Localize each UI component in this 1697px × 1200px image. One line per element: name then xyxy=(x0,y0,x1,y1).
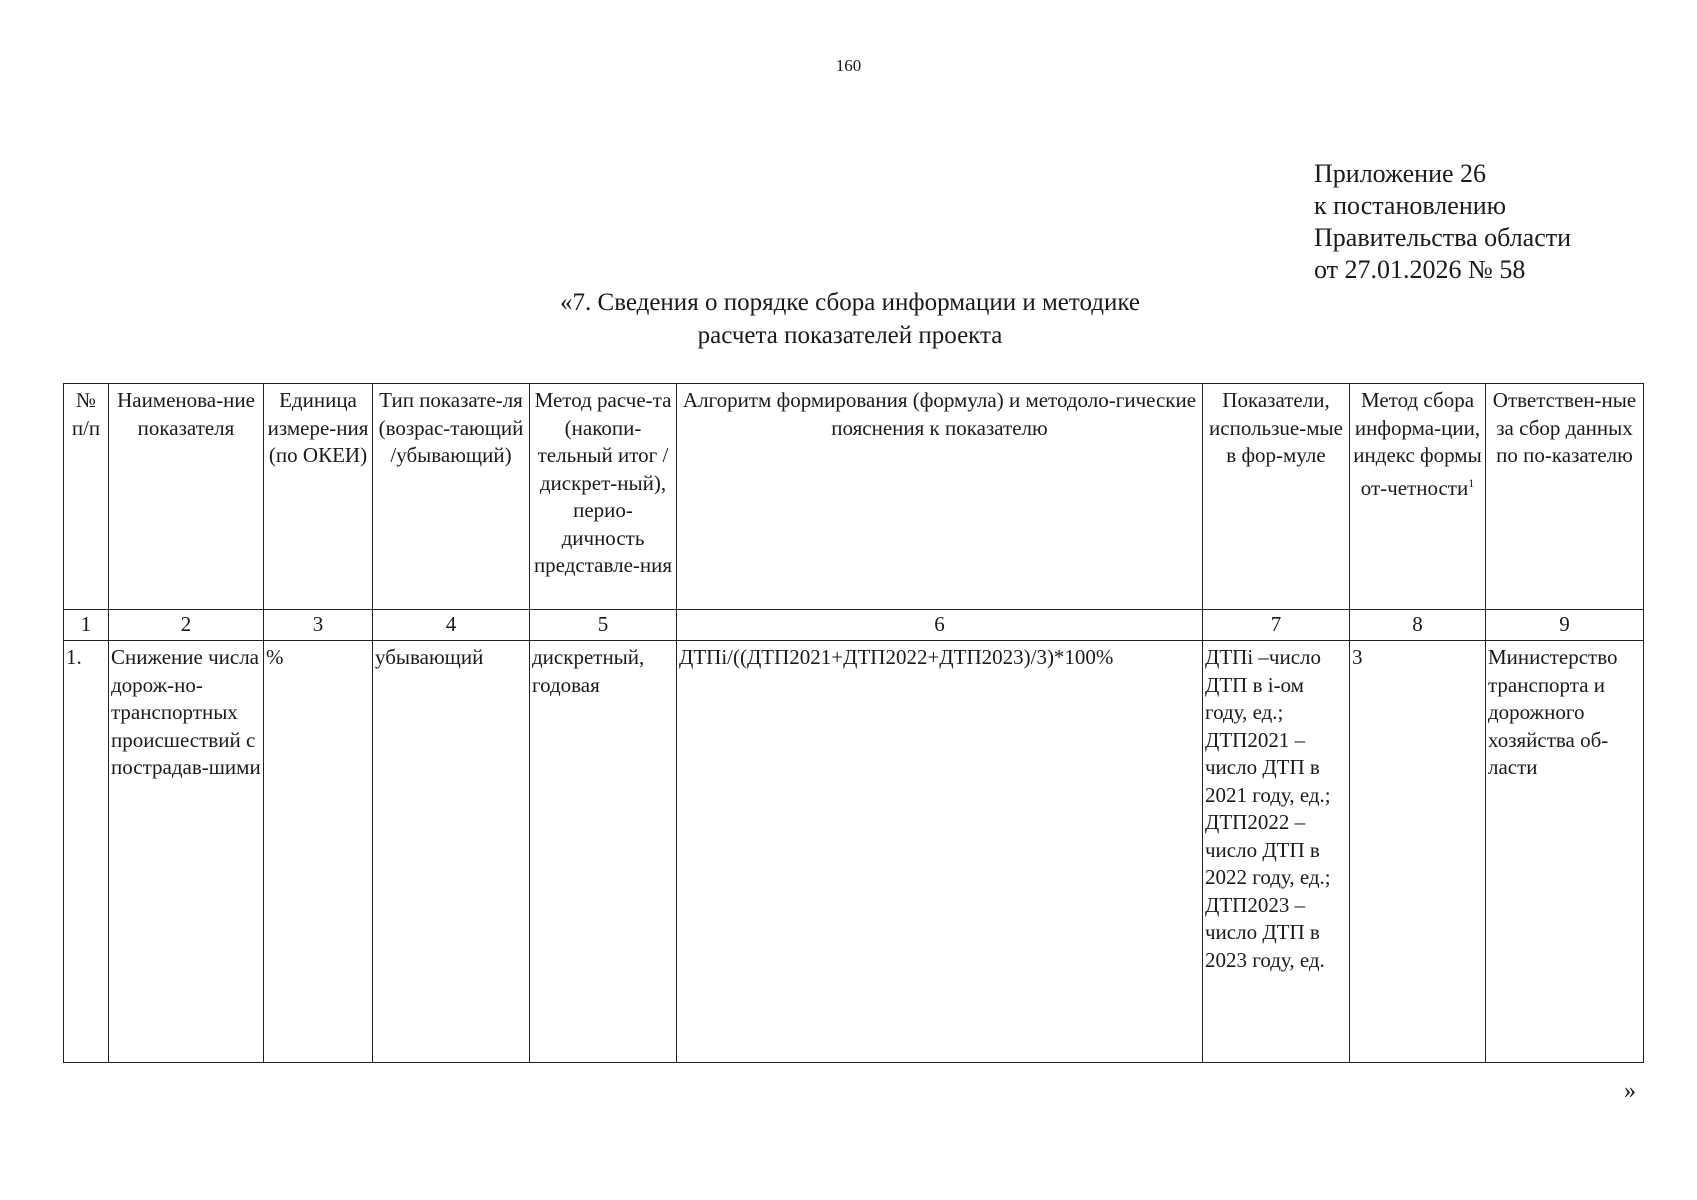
column-number: 9 xyxy=(1486,610,1644,641)
row-number-cell: 1. xyxy=(64,641,109,1063)
appendix-line: к постановлению xyxy=(1314,191,1507,220)
header-cell-type: Тип показате-ля (возрас-тающий /убывающий) xyxy=(373,384,530,610)
appendix-line: Приложение 26 xyxy=(1314,159,1487,188)
header-cell-formula: Алгоритм формирования (формула) и методоло-гические пояснения к показателю xyxy=(677,384,1203,610)
column-number: 2 xyxy=(109,610,264,641)
variables-cell xyxy=(1203,641,1350,1063)
formula-cell: ДТПi/((ДТП2021+ДТП2022+ДТП2023)/3)*100% xyxy=(677,641,1203,1063)
table-header-row xyxy=(64,384,1644,610)
table-row xyxy=(64,641,1644,1063)
variable-definition: ДТП2022 – число ДТП в 2022 году, ед.; xyxy=(1205,810,1331,889)
title-line: «7. Сведения о порядке сбора информации и методике xyxy=(560,289,1140,316)
document-title xyxy=(430,286,1270,352)
appendix-date-line: от 27.01.2026 № 58 xyxy=(1314,255,1526,284)
header-cell-variables: Показатели, использue-мые в фор-муле xyxy=(1203,384,1350,610)
header-cell-name: Наименова-ние показателя xyxy=(109,384,264,610)
appendix-reference xyxy=(1314,158,1571,286)
column-number: 7 xyxy=(1203,610,1350,641)
unit-cell: % xyxy=(264,641,373,1063)
column-number: 6 xyxy=(677,610,1203,641)
header-cell-unit: Единица измере-ния (по ОКЕИ) xyxy=(264,384,373,610)
variable-definition: ДТПi –число ДТП в i-ом году, ед.; xyxy=(1205,645,1322,724)
header-cell-number: № п/п xyxy=(64,384,109,610)
column-number: 8 xyxy=(1350,610,1486,641)
responsible-cell: Министерство транспорта и дорожного хозяйства об-ласти xyxy=(1486,641,1644,1063)
header-cell-collection-method xyxy=(1350,384,1486,610)
column-number: 3 xyxy=(264,610,373,641)
header-collection-text: Метод сбора информа-ции, индекс формы от-четности xyxy=(1353,388,1482,500)
header-cell-method: Метод расче-та (накопи-тельный итог / дискрет-ный), перио-дичность представле-ния xyxy=(530,384,677,610)
column-number: 5 xyxy=(530,610,677,641)
column-number: 1 xyxy=(64,610,109,641)
type-cell: убывающий xyxy=(373,641,530,1063)
variable-definition: ДТП2021 – число ДТП в 2021 году, ед.; xyxy=(1205,727,1331,807)
column-number: 4 xyxy=(373,610,530,641)
title-line: расчета показателей проекта xyxy=(697,322,1003,349)
header-cell-responsible: Ответствен-ные за сбор данных по по-казателю xyxy=(1486,384,1644,610)
variable-definition: ДТП2023 – число ДТП в 2023 году, ед. xyxy=(1205,892,1325,972)
collection-method-cell: 3 xyxy=(1350,641,1486,1063)
page-number: 160 xyxy=(835,56,862,75)
column-number-row xyxy=(64,610,1644,641)
indicators-table xyxy=(63,383,1644,1063)
indicator-name-cell: Снижение числа дорож-но-транспортных происшествий с пострадав-шими xyxy=(109,641,264,1063)
method-cell: дискретный, годовая xyxy=(530,641,677,1063)
closing-quote: » xyxy=(1624,1078,1636,1104)
footnote-marker: 1 xyxy=(1468,475,1475,490)
appendix-line: Правительства области xyxy=(1314,223,1572,252)
